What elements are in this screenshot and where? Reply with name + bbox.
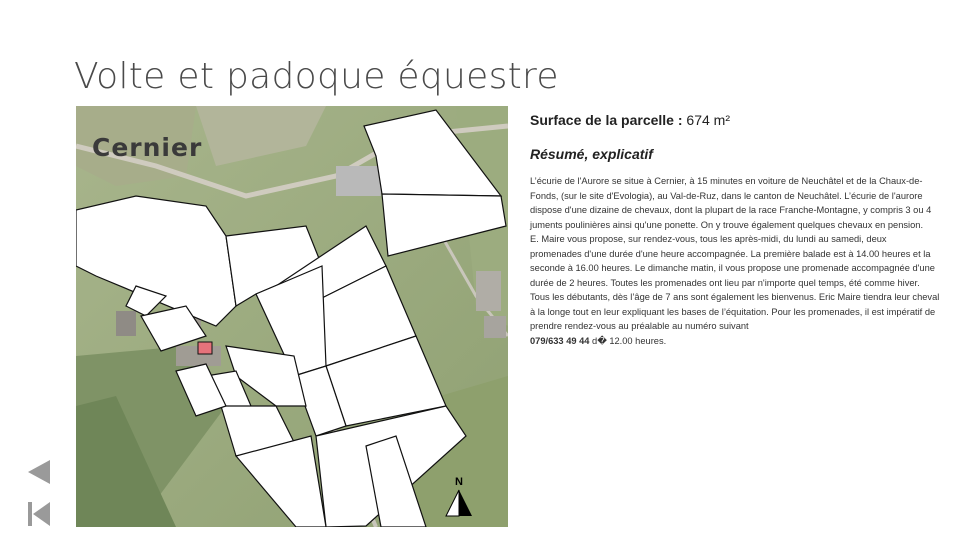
paragraph: Tous les débutants, dès l’âge de 7 ans sont également les bienvenus. Eric Maire tiendra leur cheval à la longe tout en leur expliquant les bases de l’équitation. Pour les promenades, il est impératif de prendre rendez-vous au préalable au numéro suivant xyxy=(530,292,940,331)
contact-line xyxy=(530,334,940,349)
first-slide-icon[interactable] xyxy=(26,500,52,528)
north-label: N xyxy=(455,476,463,488)
place-label: Cernier xyxy=(92,133,203,162)
surface-label: Surface de la parcelle : xyxy=(530,112,687,128)
paragraph: L’écurie de l'Aurore se situe à Cernier, à 15 minutes en voiture de Neuchâtel et de la Chaux-de-Fonds, (sur le site d'Evologia), au Val-de-Ruz, dans le canton de Neuchâtel. L’écurie de l'aurore dispose d'une dizaine de chevaux, dont la plupart de la race Franche-Montagne, y compris 3 ou 4 juments poulinières ainsi qu'une ponette. On y trouve également quelques chevaux en pension. xyxy=(530,176,932,230)
summary-title: Résumé, explicatif xyxy=(530,146,653,162)
phone-number: 079/633 49 44 xyxy=(530,335,590,346)
highlighted-parcel xyxy=(198,342,212,354)
surface-value: 674 m² xyxy=(686,112,730,128)
summary-text xyxy=(530,174,940,348)
aerial-parcel-map xyxy=(76,106,508,527)
surface-line xyxy=(530,112,940,128)
slide-title: Volte et padoque équestre xyxy=(74,56,559,97)
previous-slide-icon[interactable] xyxy=(26,458,52,486)
paragraph: E. Maire vous propose, sur rendez-vous, tous les après-midi, du lundi au samedi, deux promenades d'une durée d'une heure accompagnée. La première balade est à 14.00 heures et la seconde à 16.00 heures. Le dimanche matin, il vous propose une promenade accompagnée d'une durée de 2 heures. Toutes les promenades ont lieu par n'importe quel temps, été comme hiver. xyxy=(530,234,935,288)
phone-suffix: d� 12.00 heures. xyxy=(589,335,667,346)
info-panel xyxy=(530,112,940,348)
